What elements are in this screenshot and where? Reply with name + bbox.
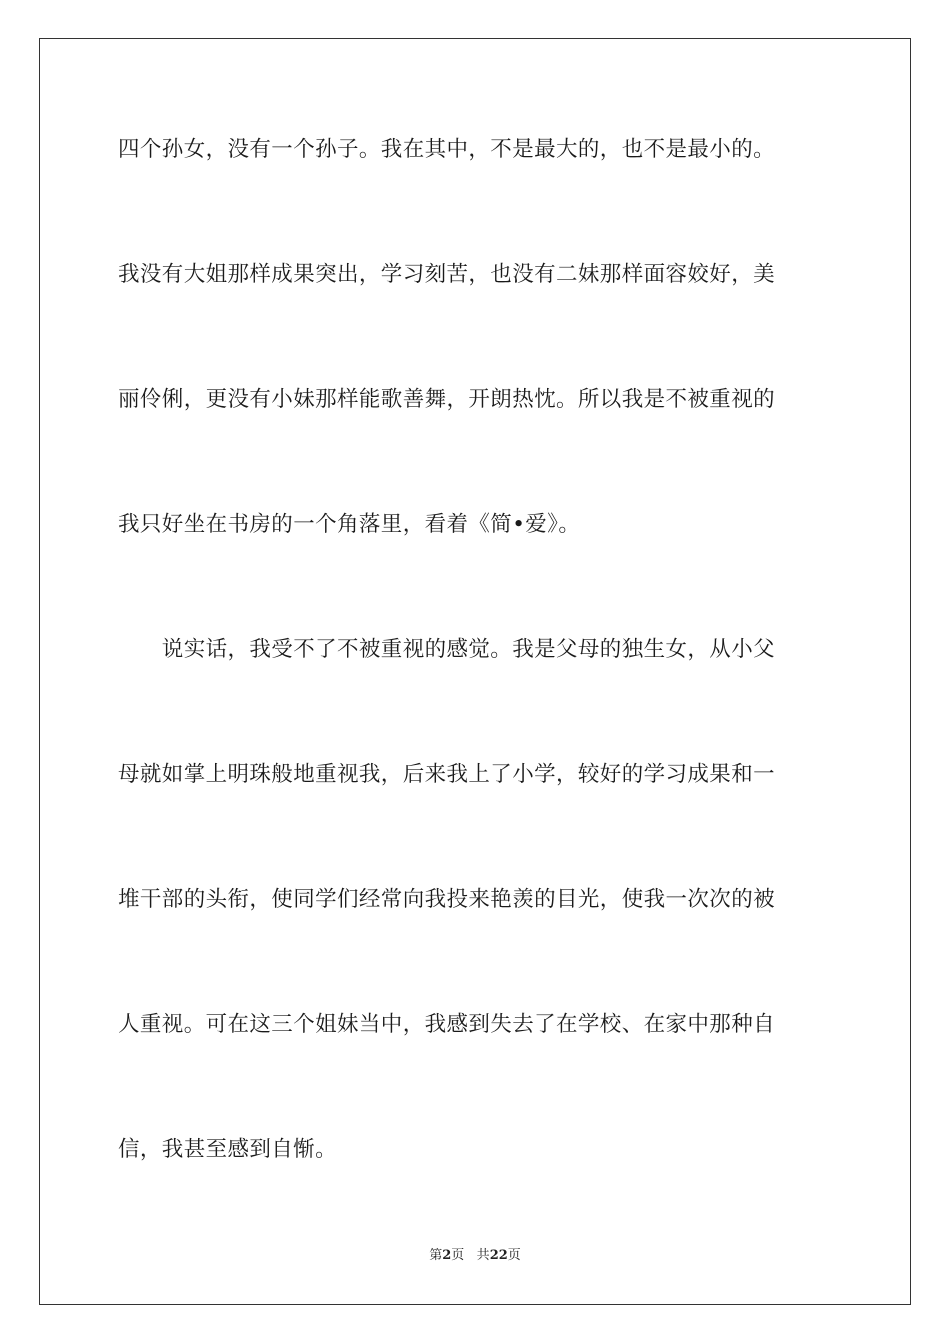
current-page-number: 2: [442, 1248, 452, 1263]
page-label-prefix: 第: [429, 1248, 443, 1263]
paragraph-start-line: 说实话，我受不了不被重视的感觉。我是父母的独生女，从小父: [118, 637, 776, 662]
body-text-line: 丽伶俐，更没有小妹那样能歌善舞，开朗热忱。所以我是不被重视的: [118, 387, 776, 412]
page-border: [39, 38, 911, 1305]
body-text-line: 四个孙女，没有一个孙子。我在其中，不是最大的，也不是最小的。: [118, 137, 776, 162]
body-text-line: 我没有大姐那样成果突出，学习刻苦，也没有二妹那样面容姣好，美: [118, 262, 776, 287]
body-text-line: 堆干部的头衔，使同学们经常向我投来艳羡的目光，使我一次次的被: [118, 887, 776, 912]
body-text-line: 人重视。可在这三个姐妹当中，我感到失去了在学校、在家中那种自: [118, 1012, 776, 1037]
body-text-line: 母就如掌上明珠般地重视我，后来我上了小学，较好的学习成果和一: [118, 762, 776, 787]
page-footer: [0, 1248, 950, 1264]
body-text-line: 信，我甚至感到自惭。: [118, 1137, 338, 1162]
total-pages-number: 22: [489, 1248, 508, 1263]
total-label-suffix: 页: [507, 1248, 521, 1263]
total-label-prefix: 共: [476, 1248, 490, 1263]
body-text-line: 我只好坐在书房的一个角落里，看着《简•爱》。: [118, 512, 581, 537]
page-label-suffix: 页: [451, 1248, 465, 1263]
